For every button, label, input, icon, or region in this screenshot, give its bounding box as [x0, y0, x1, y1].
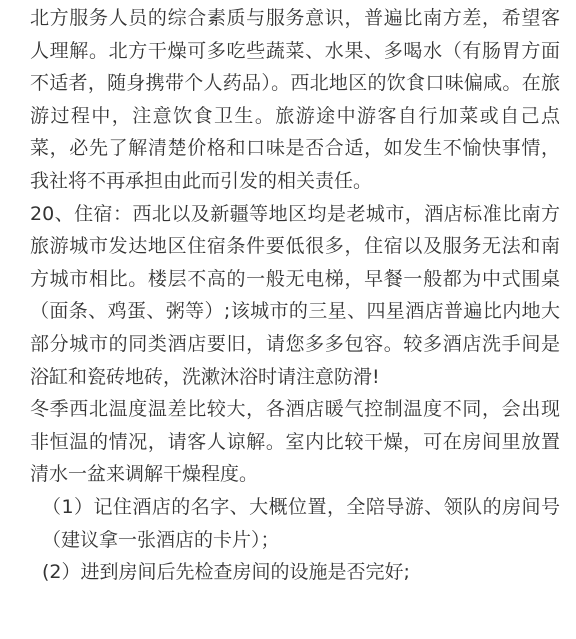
- paragraph-winter-temperature: 冬季西北温度温差比较大，各酒店暖气控制温度不同，会出现非恒温的情况，请客人谅解。室内比较干燥，可在房间里放置清水一盆来调解干燥程度。: [30, 398, 560, 486]
- paragraph-accommodation: 20、住宿：西北以及新疆等地区均是老城市，酒店标准比南方旅游城市发达地区住宿条件要低很多，住宿以及服务无法和南方城市相比。楼层不高的一般无电梯，早餐一般都为中式围桌（面条、鸡蛋、粥等）;该城市的三星、四星酒店普遍比内地大部分城市的同类酒店要旧，请您多多包容。较多酒店洗手间是浴缸和瓷砖地砖，洗漱沐浴时请注意防滑!: [30, 202, 560, 388]
- paragraph-dining-notes: 北方服务人员的综合素质与服务意识，普遍比南方差，希望客人理解。北方干燥可多吃些蔬菜、水果、多喝水（有肠胃方面不适者，随身携带个人药品）。西北地区的饮食口味偏咸。在旅游过程中，注意饮食卫生。旅游途中游客自行加菜或自己点菜，必先了解清楚价格和口味是否合适，如发生不愉快事情，我社将不再承担由此而引发的相关责任。: [30, 7, 560, 192]
- list-item-hotel-name: （1）记住酒店的名字、大概位置，全陪导游、领队的房间号（建议拿一张酒店的卡片）；: [42, 495, 560, 551]
- list-item-check-room: (2）进到房间后先检查房间的设施是否完好;: [42, 561, 410, 584]
